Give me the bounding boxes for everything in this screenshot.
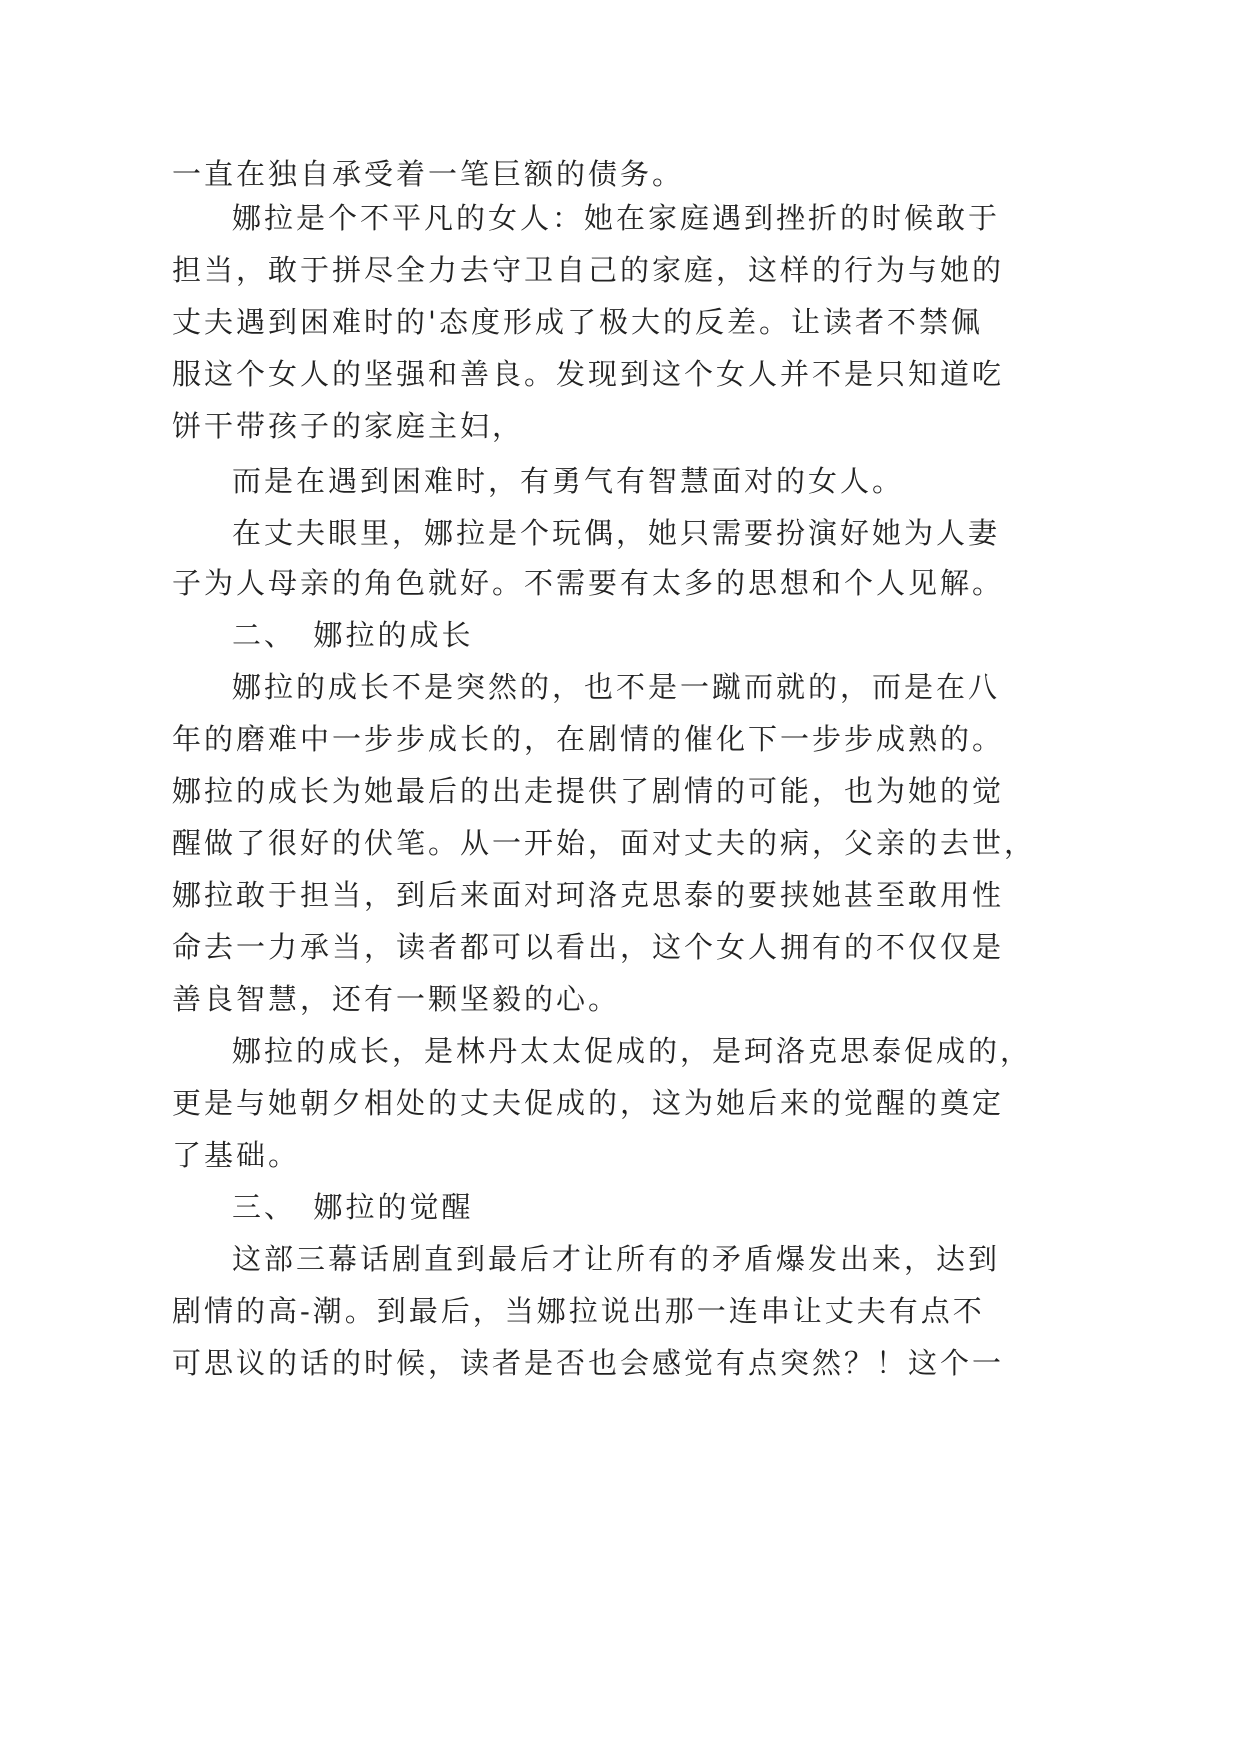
- paragraph-line: 娜拉是个不平凡的女人：她在家庭遇到挫折的时候敢于: [232, 201, 1001, 235]
- section-heading: 二、 娜拉的成长: [232, 618, 474, 652]
- paragraph-line: 娜拉的成长不是突然的，也不是一蹴而就的，而是在八: [232, 670, 1001, 704]
- paragraph-line: 担当，敢于拼尽全力去守卫自己的家庭，这样的行为与她的: [172, 253, 1005, 287]
- paragraph-line: 在丈夫眼里，娜拉是个玩偶，她只需要扮演好她为人妻: [232, 516, 1001, 550]
- paragraph-line: 了基础。: [172, 1138, 301, 1172]
- paragraph-line: 醒做了很好的伏笔。从一开始，面对丈夫的病，父亲的去世，: [172, 826, 1037, 860]
- paragraph-line: 而是在遇到困难时，有勇气有智慧面对的女人。: [232, 464, 905, 498]
- paragraph-line: 命去一力承当，读者都可以看出，这个女人拥有的不仅仅是: [172, 930, 1005, 964]
- paragraph-line: 娜拉敢于担当，到后来面对珂洛克思泰的要挟她甚至敢用性: [172, 878, 1005, 912]
- paragraph-line: 善良智慧，还有一颗坚毅的心。: [172, 982, 621, 1016]
- paragraph-line: 娜拉的成长，是林丹太太促成的，是珂洛克思泰促成的，: [232, 1034, 1033, 1068]
- section-heading: 三、 娜拉的觉醒: [232, 1190, 474, 1224]
- paragraph-line: 更是与她朝夕相处的丈夫促成的，这为她后来的觉醒的奠定: [172, 1086, 1005, 1120]
- paragraph-line: 这部三幕话剧直到最后才让所有的矛盾爆发出来，达到: [232, 1242, 1001, 1276]
- paragraph-line: 丈夫遇到困难时的'态度形成了极大的反差。让读者不禁佩: [172, 305, 983, 339]
- paragraph-line: 年的磨难中一步步成长的，在剧情的催化下一步步成熟的。: [172, 722, 1005, 756]
- paragraph-line: 一直在独自承受着一笔巨额的债务。: [172, 157, 685, 191]
- paragraph-line: 饼干带孩子的家庭主妇，: [172, 409, 525, 443]
- paragraph-line: 子为人母亲的角色就好。不需要有太多的思想和个人见解。: [172, 566, 1005, 600]
- paragraph-line: 服这个女人的坚强和善良。发现到这个女人并不是只知道吃: [172, 357, 1005, 391]
- paragraph-line: 可思议的话的时候，读者是否也会感觉有点突然？！这个一: [172, 1346, 1005, 1380]
- paragraph-line: 剧情的高-潮。到最后，当娜拉说出那一连串让丈夫有点不: [172, 1294, 985, 1328]
- paragraph-line: 娜拉的成长为她最后的出走提供了剧情的可能，也为她的觉: [172, 774, 1005, 808]
